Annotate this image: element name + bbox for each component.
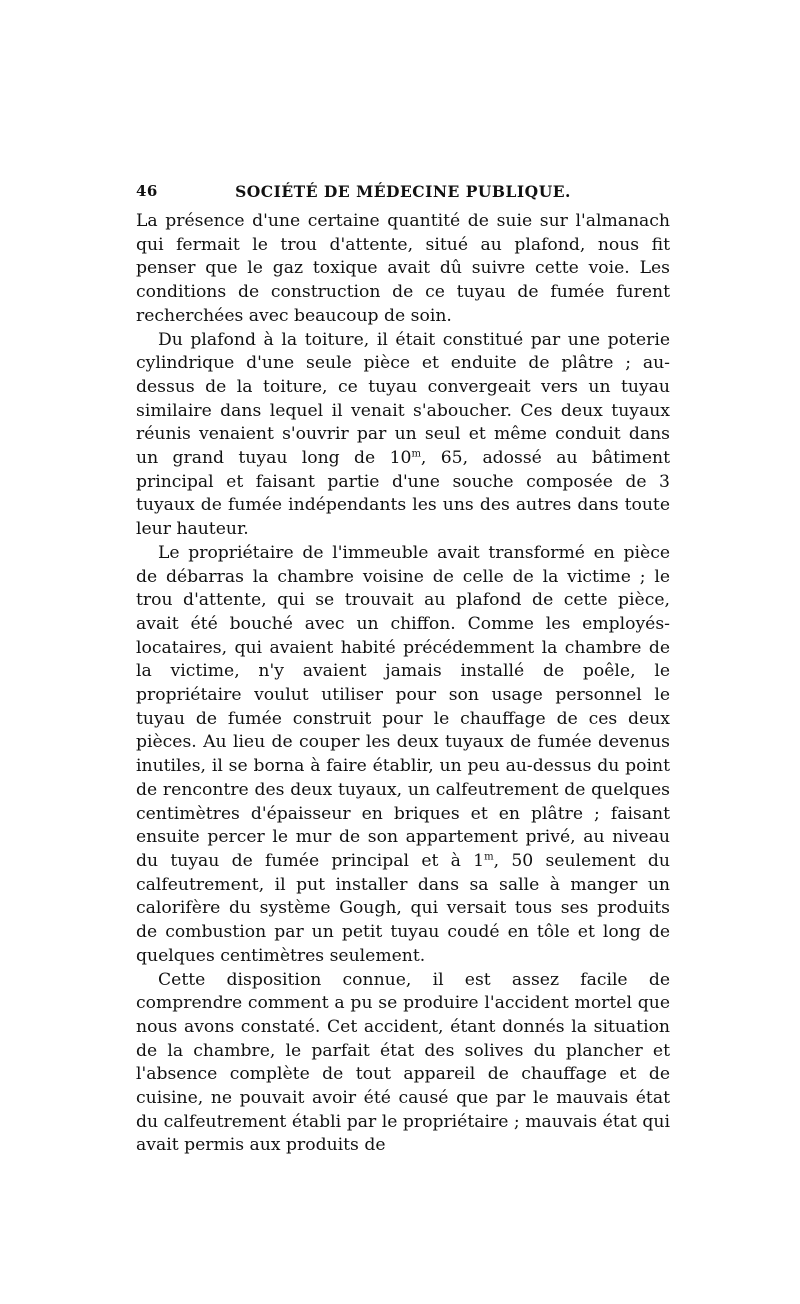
- paragraph-4: Cette disposition connue, il est assez facile de comprendre comment a pu se produire l'accident mortel que nous avons constaté. Cet accident, étant donnés la situation de la chambre, le parfait état des solives du plancher et l'absence complète de tout appareil de chauffage et de cuisine, ne pouvait avoir été causé que par le mauvais état du calfeutrement établi par le propriétaire ; mauvais état qui avait permis aux produits de: [136, 969, 670, 1156]
- running-head: [136, 178, 670, 210]
- paragraph-3-text-a: Le propriétaire de l'immeuble avait transformé en pièce de débarras la chambre voisine de celle de la victime ; le trou d'attente, qui se trouvait au plafond de cette pièce, avait été bouché avec un chiffon. Comme les employés-locataires, qui avaient habité précédemment la chambre de la victime, n'y avaient jamais installé de poêle, le propriétaire voulut utiliser pour son usage personnel le tuyau de fumée construit pour le chauffage de ces deux pièces. Au lieu de couper les deux tuyaux de fumée devenus inutiles, il se borna à faire établir, un peu au-dessus du point de rencontre des deux tuyaux, un calfeutrement de quelques centimètres d'épaisseur en briques et en plâtre ; faisant ensuite percer le mur de son appartement privé, au niveau du tuyau de fumée principal et à 1: [136, 542, 670, 871]
- meter-superscript: m: [411, 448, 421, 460]
- meter-superscript: m: [484, 851, 494, 863]
- paragraph-3-text-b: , 50 seulement du calfeutrement, il put installer dans sa salle à manger un calorifère du système Gough, qui versait tous ses produits de combustion par un petit tuyau coudé en tôle et long de quelques centimètres seulement.: [136, 850, 670, 966]
- paragraph-2-text-b: , 65, adossé au bâtiment principal et faisant partie d'une souche composée de 3 tuyaux de fumée indépendants les uns des autres dans toute leur hauteur.: [136, 448, 670, 540]
- paragraph-1: La présence d'une certaine quantité de suie sur l'almanach qui fermait le trou d'attente, situé au plafond, nous fit penser que le gaz toxique avait dû suivre cette voie. Les conditions de construction de ce tuyau de fumée furent recherchées avec beaucoup de soin.: [136, 211, 670, 326]
- body-text: [136, 210, 670, 1158]
- page-number: 46: [136, 182, 158, 200]
- page-header-title: SOCIÉTÉ DE MÉDECINE PUBLIQUE.: [235, 182, 571, 201]
- paragraph-2: [136, 329, 670, 542]
- paragraph-3: [136, 542, 670, 969]
- book-page: [136, 178, 670, 1178]
- paragraph-2-text-a: Du plafond à la toiture, il était constitué par une poterie cylindrique d'une seule pièce et enduite de plâtre ; au-dessus de la toiture, ce tuyau convergeait vers un tuyau similaire dans lequel il venait s'aboucher. Ces deux tuyaux réunis venaient s'ouvrir par un seul et même conduit dans un grand tuyau long de 10: [136, 329, 670, 469]
